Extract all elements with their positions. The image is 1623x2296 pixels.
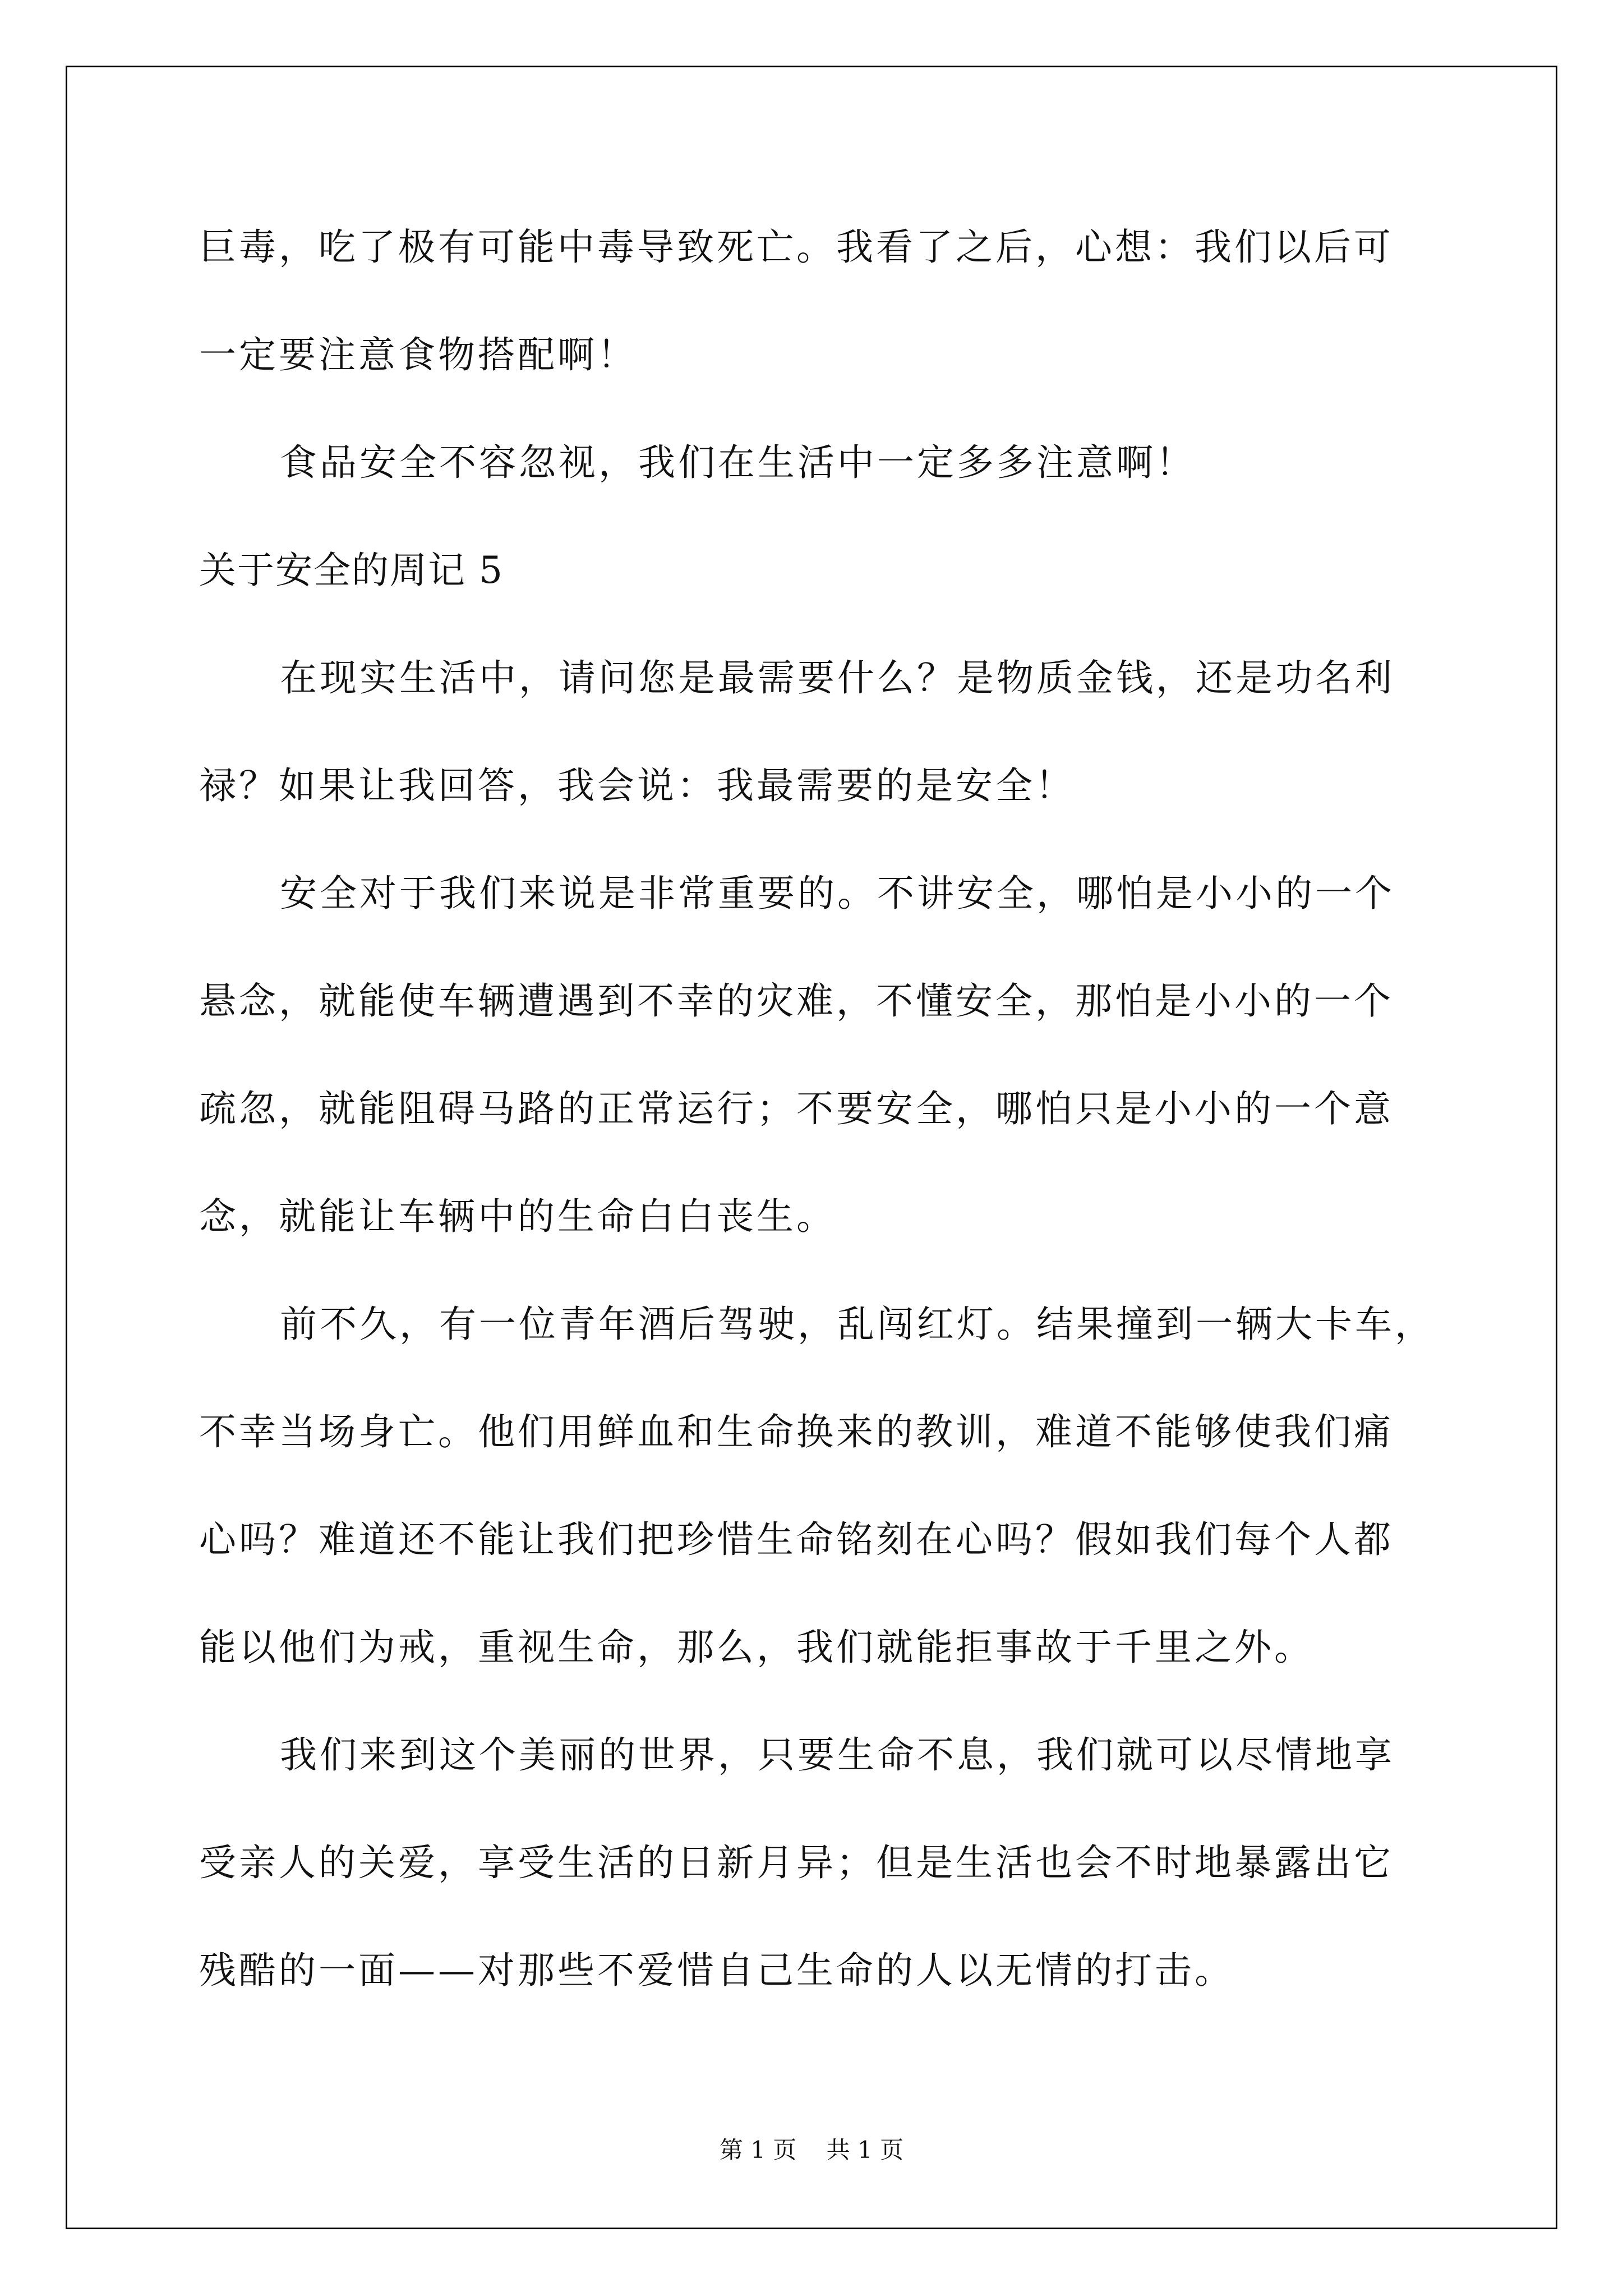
- paragraph-line: 在现实生活中，请问您是最需要什么？是物质金钱，还是功名利: [280, 656, 1395, 700]
- body-line: 禄？如果让我回答，我会说：我最需要的是安全！: [199, 764, 1075, 807]
- body-line: 巨毒，吃了极有可能中毒导致死亡。我看了之后，心想：我们以后可: [199, 226, 1394, 269]
- body-line: 一定要注意食物搭配啊！: [199, 333, 637, 376]
- paragraph-line: 前不久，有一位青年酒后驾驶，乱闯红灯。结果撞到一辆大卡车，: [280, 1303, 1435, 1346]
- body-line: 残酷的一面——对那些不爱惜自己生命的人以无情的打击。: [199, 1949, 1234, 1992]
- body-line: 疏忽，就能阻碍马路的正常运行；不要安全，哪怕只是小小的一个意: [199, 1087, 1394, 1130]
- page-number-current: 第 1 页: [719, 2136, 797, 2164]
- body-line: 心吗？难道还不能让我们把珍惜生命铭刻在心吗？假如我们每个人都: [199, 1518, 1394, 1561]
- paragraph-line: 我们来到这个美丽的世界，只要生命不息，我们就可以尽情地享: [280, 1733, 1395, 1777]
- body-line: 悬念，就能使车辆遭遇到不幸的灾难，不懂安全，那怕是小小的一个: [199, 979, 1394, 1023]
- section-heading: 关于安全的周记 5: [199, 549, 504, 592]
- body-line: 受亲人的关爱，享受生活的日新月异；但是生活也会不时地暴露出它: [199, 1841, 1394, 1884]
- body-line: 能以他们为戒，重视生命，那么，我们就能拒事故于千里之外。: [199, 1626, 1314, 1669]
- paragraph-line: 食品安全不容忽视，我们在生活中一定多多注意啊！: [280, 441, 1196, 484]
- body-line: 不幸当场身亡。他们用鲜血和生命换来的教训，难道不能够使我们痛: [199, 1410, 1394, 1453]
- body-line: 念，就能让车辆中的生命白白丧生。: [199, 1195, 836, 1238]
- paragraph-line: 安全对于我们来说是非常重要的。不讲安全，哪怕是小小的一个: [280, 872, 1395, 915]
- page-number-total: 共 1 页: [826, 2136, 904, 2164]
- page-footer: [0, 2132, 1623, 2165]
